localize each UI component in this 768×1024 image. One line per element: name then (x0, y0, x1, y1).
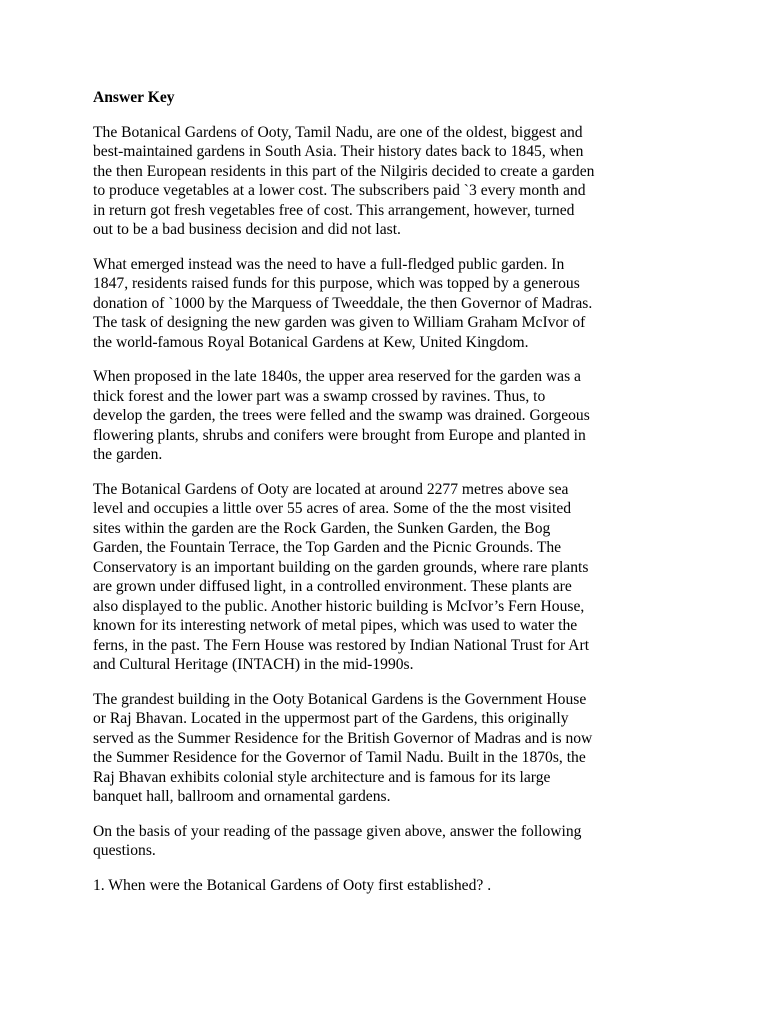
text-line: the then European residents in this part of the Nilgiris decided to create a garden (93, 162, 595, 180)
text-line: The grandest building in the Ooty Botanical Gardens is the Government House (93, 690, 587, 708)
text-line: The Botanical Gardens of Ooty, Tamil Nadu, are one of the oldest, biggest and (93, 123, 583, 141)
text-line: When proposed in the late 1840s, the upper area reserved for the garden was a (93, 368, 581, 385)
paragraph-history (93, 123, 668, 240)
text-line: known for its interesting network of metal pipes, which was used to water the (93, 617, 578, 634)
text-line: The task of designing the new garden was given to William Graham McIvor of (93, 314, 586, 331)
text-line: Conservatory is an important building on the garden grounds, where rare plants (93, 558, 589, 576)
page-title: Answer Key (93, 89, 175, 106)
text-line: best-maintained gardens in South Asia. Their history dates back to 1845, when (93, 143, 584, 160)
text-line: the Summer Residence for the Governor of Tamil Nadu. Built in the 1870s, the (93, 749, 586, 766)
text-line: 1847, residents raised funds for this purpose, which was topped by a generous (93, 275, 580, 292)
text-line: out to be a bad business decision and did not last. (93, 221, 401, 238)
text-line: On the basis of your reading of the passage given above, answer the following (93, 822, 582, 840)
text-line: the world-famous Royal Botanical Gardens at Kew, United Kingdom. (93, 333, 529, 351)
text-line: served as the Summer Residence for the British Governor of Madras and is now (93, 729, 593, 747)
paragraph-location-sites (93, 480, 668, 675)
paragraph-development (93, 367, 668, 465)
text-line: level and occupies a little over 55 acres of area. Some of the the most visited (93, 500, 572, 517)
text-line: What emerged instead was the need to have a full-fledged public garden. In (93, 255, 565, 273)
text-line: to produce vegetables at a lower cost. The subscribers paid `3 every month and (93, 182, 586, 199)
text-line: ferns, in the past. The Fern House was restored by Indian National Trust for Art (93, 636, 590, 654)
document-body (93, 88, 668, 895)
text-line: flowering plants, shrubs and conifers were brought from Europe and planted in (93, 426, 586, 444)
text-line: are grown under diffused light, in a controlled environment. These plants are (93, 578, 572, 595)
text-line: banquet hall, ballroom and ornamental gardens. (93, 788, 391, 805)
paragraph-public-garden (93, 255, 668, 353)
paragraph-raj-bhavan (93, 690, 668, 807)
text-line: Raj Bhavan exhibits colonial style architecture and is famous for its large (93, 768, 551, 786)
text-line: sites within the garden are the Rock Garden, the Sunken Garden, the Bog (93, 519, 551, 537)
text-line: the garden. (93, 446, 163, 463)
text-line: donation of `1000 by the Marquess of Tweeddale, the then Governor of Madras. (93, 294, 593, 312)
text-line: or Raj Bhavan. Located in the uppermost part of the Gardens, this originally (93, 710, 569, 727)
text-line: Garden, the Fountain Terrace, the Top Garden and the Picnic Grounds. The (93, 539, 562, 556)
text-line: and Cultural Heritage (INTACH) in the mid-1990s. (93, 656, 414, 673)
text-line: develop the garden, the trees were felled and the swamp was drained. Gorgeous (93, 407, 590, 424)
text-line: in return got fresh vegetables free of cost. This arrangement, however, turned (93, 201, 575, 219)
text-line: The Botanical Gardens of Ooty are located at around 2277 metres above sea (93, 480, 569, 498)
text-line: also displayed to the public. Another historic building is McIvor’s Fern House, (93, 597, 585, 615)
question-1: 1. When were the Botanical Gardens of Ooty first established? . (93, 876, 492, 894)
text-line: thick forest and the lower part was a swamp crossed by ravines. Thus, to (93, 387, 546, 405)
paragraph-instructions (93, 822, 668, 861)
text-line: questions. (93, 842, 156, 859)
